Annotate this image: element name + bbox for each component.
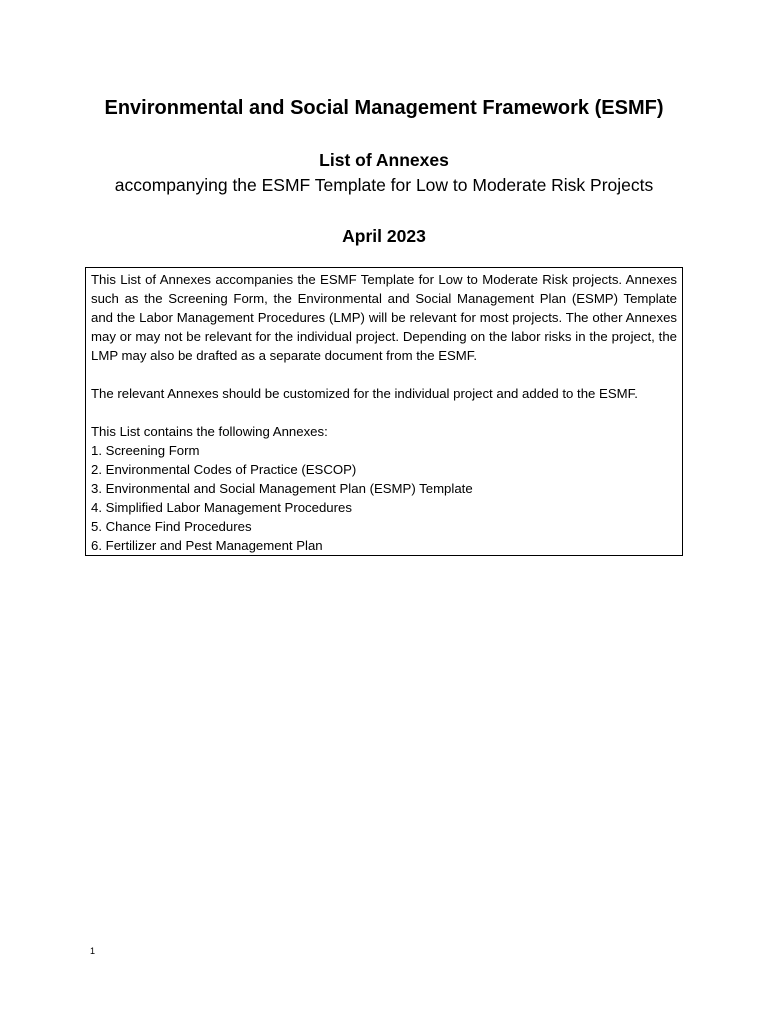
page-number: 1 [90,946,96,956]
annex-list-intro: This List contains the following Annexes: [91,424,328,439]
annex-list-item: 2. Environmental Codes of Practice (ESCOP) [91,462,357,477]
annex-info-box [85,267,683,556]
customization-paragraph: The relevant Annexes should be customized for the individual project and added to the ESMF. [91,386,638,401]
annex-list-item: 3. Environmental and Social Management Plan (ESMP) Template [91,481,473,496]
document-subtitle: List of Annexes [319,150,449,170]
paragraph-spacer [91,365,677,384]
paragraph-spacer [91,403,677,422]
annex-list-item: 5. Chance Find Procedures [91,519,252,534]
annex-list-item: 4. Simplified Labor Management Procedures [91,500,352,515]
annex-list [91,441,677,555]
annex-list-item: 6. Fertilizer and Pest Management Plan [91,538,323,553]
document-date: April 2023 [342,226,426,246]
intro-paragraph: This List of Annexes accompanies the ESMF Template for Low to Moderate Risk projects. Annexes such as the Screening Form, the Environmental and Social Management Plan (ESMP) Template and the Labor Management Procedures (LMP) will be relevant for most projects. The other Annexes may or may not be relevant for the individual project. Depending on the labor risks in the project, the LMP may also be drafted as a separate document from the ESMF. [91,272,677,363]
document-title: Environmental and Social Management Framework (ESMF) [104,97,664,119]
annex-list-item: 1. Screening Form [91,443,200,458]
document-subtitle-description: accompanying the ESMF Template for Low to Moderate Risk Projects [114,175,654,195]
